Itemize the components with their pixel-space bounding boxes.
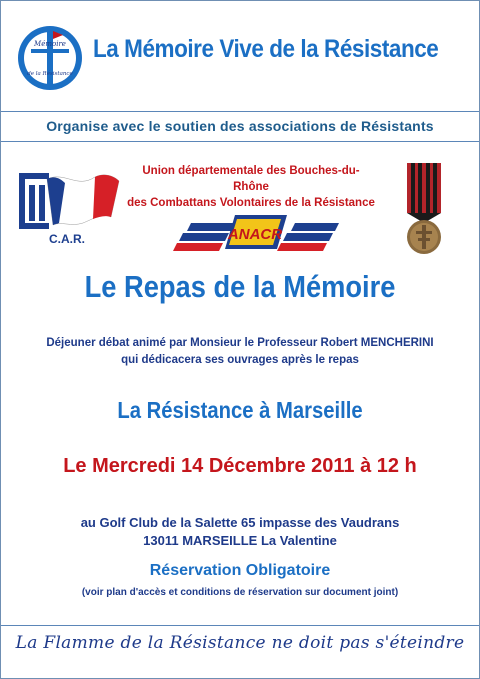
description-line-2: qui dédicacera ses ouvrages après le repas [121,354,359,366]
anacr-logo [169,207,339,257]
description-line-1: Déjeuner débat animé par Monsieur le Professeur Robert MENCHERINI [46,337,434,349]
car-label: C.A.R. [49,232,85,246]
event-venue [1,514,479,550]
divider-subtitle [1,141,479,142]
logo-text-bottom: de la Résistance [27,71,73,77]
event-theme: La Résistance à Marseille [117,397,363,423]
union-line-2: des Combattans Volontaires de la Résistance [127,197,375,209]
support-subtitle: Organise avec le soutien des associations de Résistants [46,118,434,134]
footer-slogan: La Flamme de la Résistance ne doit pas s'éteindre [15,633,465,653]
event-heading: Le Repas de la Mémoire [84,269,396,304]
event-date: Le Mercredi 14 Décembre 2011 à 12 h [63,455,417,477]
venue-line-2: 13011 MARSEILLE La Valentine [143,533,337,548]
venue-line-1: au Golf Club de la Salette 65 impasse des Vaudrans [80,515,400,530]
anacr-label: ANACR [227,226,283,243]
union-text [126,163,376,211]
divider-top [1,111,479,112]
header [1,1,479,111]
reservation-heading: Réservation Obligatoire [149,562,331,579]
car-logo [13,163,123,247]
logo-text-top: Mémoire [34,40,66,48]
union-line-1: Union départementale des Bouches-du-Rhône [142,165,360,193]
resistance-medal-icon [399,161,449,257]
memoire-logo [17,25,83,91]
page-title: La Mémoire Vive de la Résistance [93,35,439,63]
event-description [1,335,479,369]
divider-bottom [1,625,479,626]
reservation-note: (voir plan d'accès et conditions de réservation sur document joint) [81,587,399,598]
